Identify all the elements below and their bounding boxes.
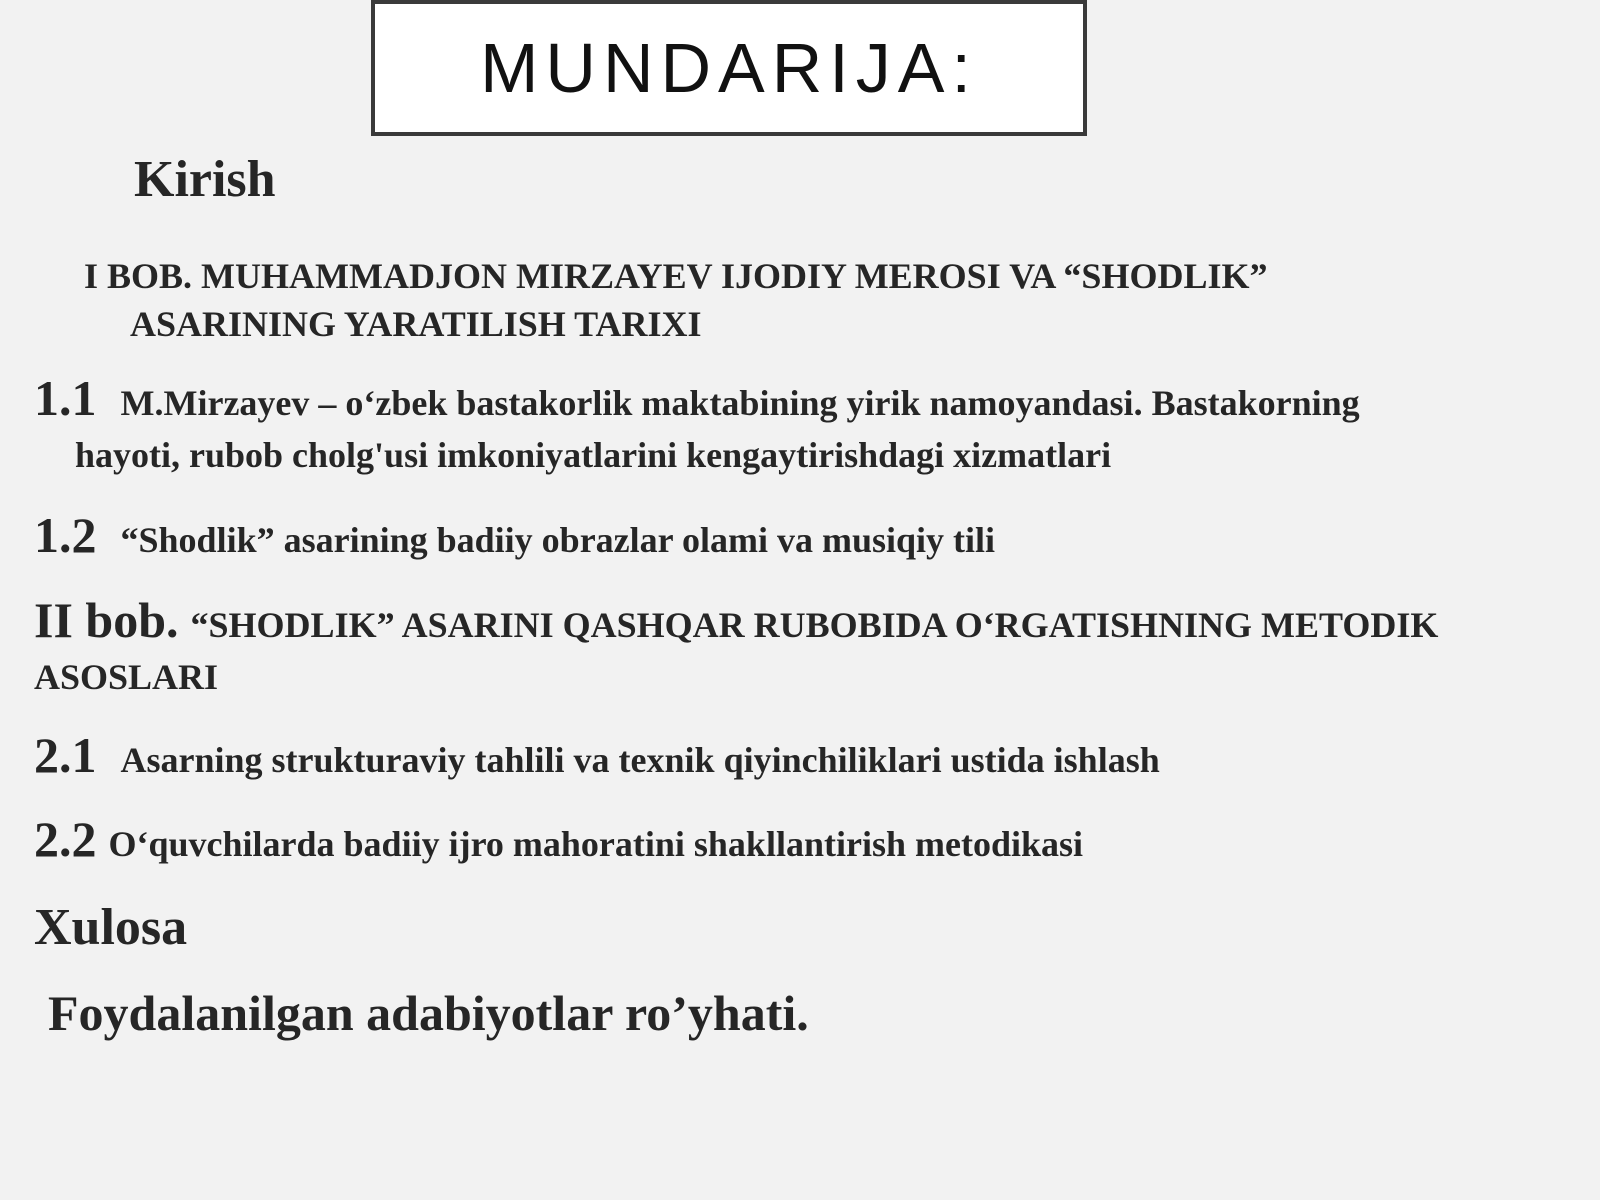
toc-chapter-2 [34, 594, 1574, 703]
toc-section-2-2-number: 2.2 [34, 811, 97, 867]
toc-section-1-1-line2: hayoti, rubob cholg'usi imkoniyatlarini kengaytirishdagi xizmatlari [75, 435, 1112, 475]
toc-xulosa: Xulosa [34, 899, 188, 956]
toc-section-1-1 [34, 372, 1574, 481]
toc-section-2-1-number: 2.1 [34, 727, 97, 783]
toc-chapter-1-line2: ASARINING YARATILISH TARIXI [130, 304, 702, 344]
toc-chapter-2-label: II bob. [34, 592, 179, 648]
toc-section-2-2 [34, 810, 1083, 868]
page-title: MUNDARIJA: [480, 29, 978, 107]
toc-section-1-2-number: 1.2 [34, 507, 97, 563]
toc-section-1-2-text: “Shodlik” asarining badiiy obrazlar olami va musiqiy tili [120, 520, 996, 560]
toc-section-2-1 [34, 726, 1160, 784]
toc-kirish: Kirish [134, 151, 276, 208]
toc-chapter-1-line1: I BOB. MUHAMMADJON MIRZAYEV IJODIY MEROSI VA “SHODLIK” [84, 256, 1268, 296]
toc-section-1-2 [34, 506, 995, 564]
toc-section-2-1-text: Asarning strukturaviy tahlili va texnik qiyinchiliklari ustida ishlash [120, 740, 1160, 780]
toc-references: Foydalanilgan adabiyotlar ro’yhati. [48, 985, 809, 1041]
toc-section-1-1-number: 1.1 [34, 370, 97, 426]
toc-section-2-2-text: O‘quvchilarda badiiy ijro mahoratini shakllantirish metodikasi [108, 824, 1083, 864]
toc-chapter-2-text: “SHODLIK” ASARINI QASHQAR RUBOBIDA O‘RGATISHNING METODIK ASOSLARI [34, 605, 1439, 697]
toc-section-1-1-line1: M.Mirzayev – o‘zbek bastakorlik maktabining yirik namoyandasi. Bastakorning [120, 383, 1360, 423]
toc-chapter-1 [84, 252, 1524, 348]
title-box [371, 0, 1087, 136]
